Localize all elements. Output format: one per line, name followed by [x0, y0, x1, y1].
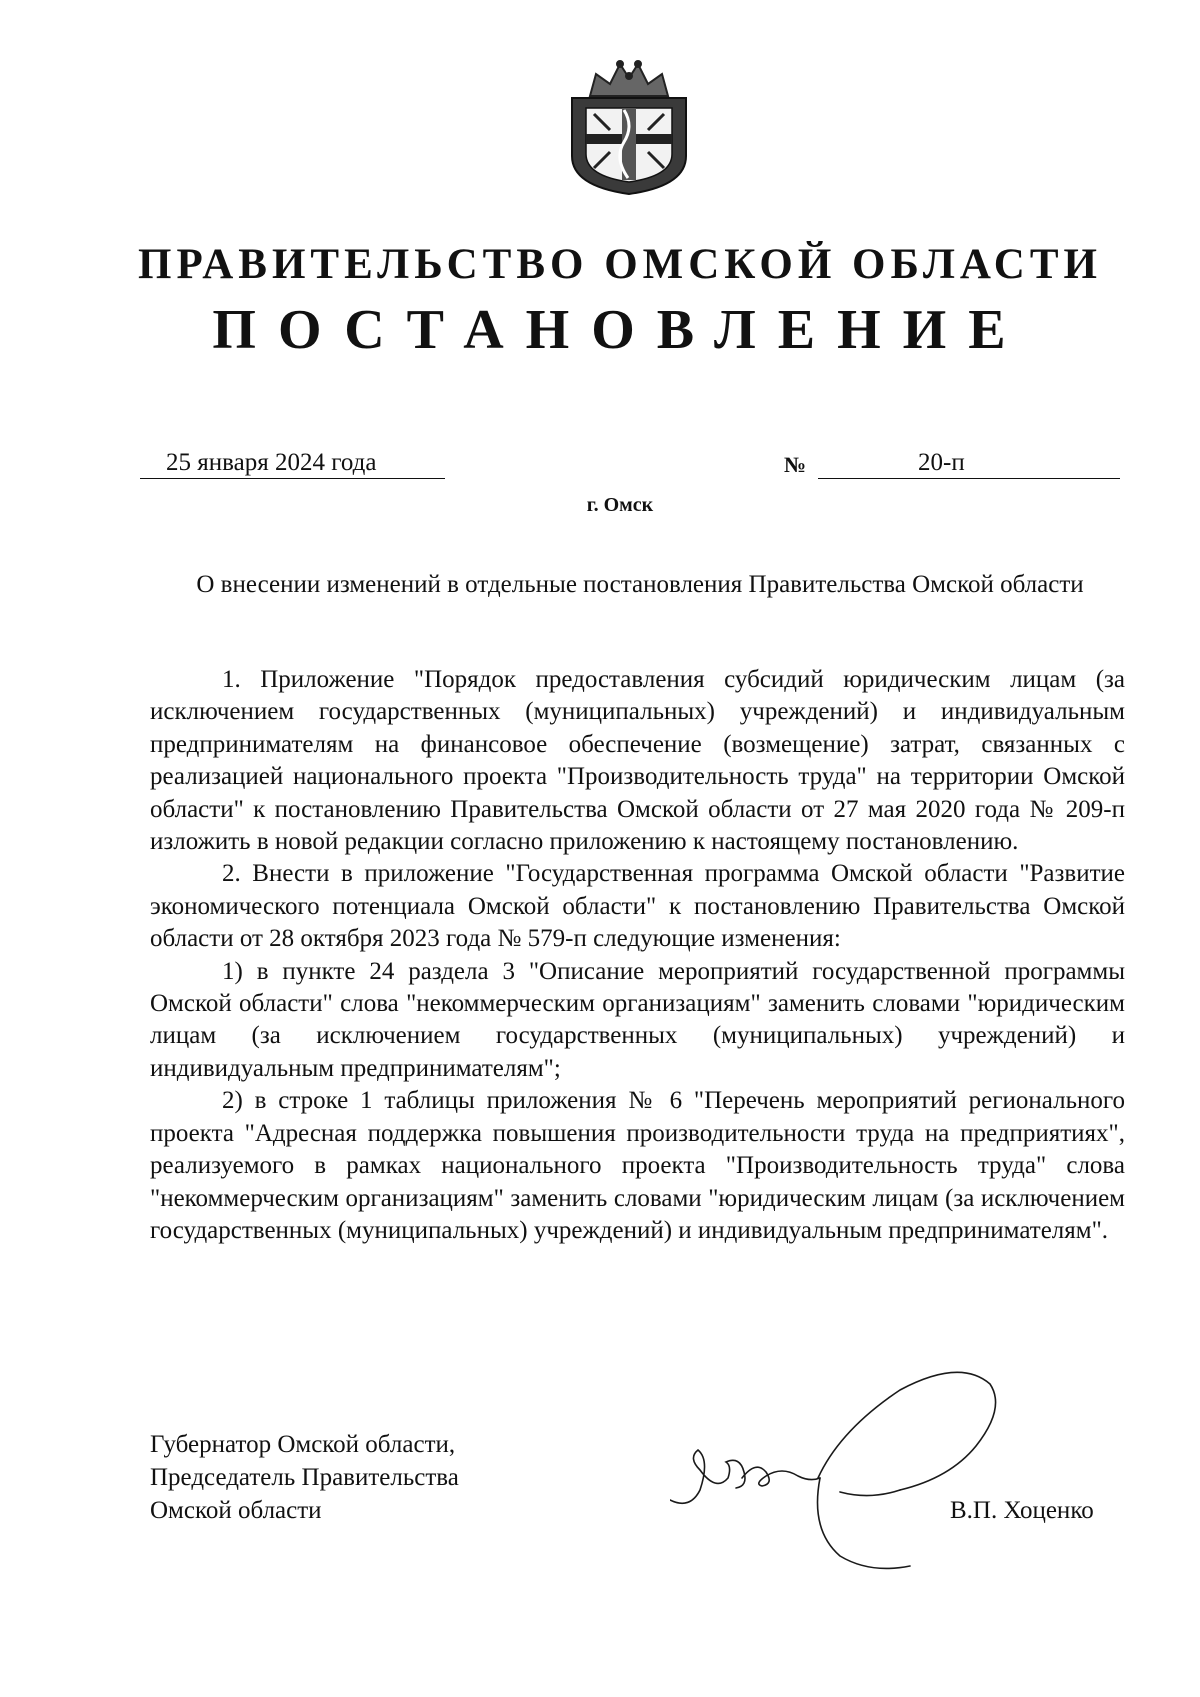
paragraph-2: 2. Внести в приложение "Государственная программа Омской области "Развитие экономического потенциала Омской области" к постановлению Правительства Омской области от 28 октября 2023 года № 579-п следующие изменения:: [150, 860, 1125, 953]
organization-name: ПРАВИТЕЛЬСТВО ОМСКОЙ ОБЛАСТИ: [138, 241, 1102, 288]
paragraph-1: 1. Приложение "Порядок предоставления субсидий юридическим лицам (за исключением государственных (муниципальных) учреждений) и индивидуальным предпринимателям на финансовое обеспечение (возмещение) затрат, связанных с реализацией национального проекта "Производительность труда" на территории Омской области" к постановлению Правительства Омской области от 27 мая 2020 года № 209-п изложить в новой редакции согласно приложению к настоящему постановлению.: [150, 666, 1125, 856]
date-field: [140, 448, 445, 479]
document-number: 20-п: [918, 449, 965, 476]
city-label: г. Омск: [586, 494, 654, 516]
signer-position-line: Омской области: [150, 1497, 322, 1524]
signer-name: В.П. Хоценко: [950, 1497, 1094, 1524]
signer-position-line: Председатель Правительства: [150, 1464, 459, 1491]
signer-position-line: Губернатор Омской области,: [150, 1431, 456, 1458]
number-sign-label: №: [784, 452, 807, 477]
handwritten-signature: [670, 1360, 1090, 1580]
document-body: [150, 664, 1125, 1247]
paragraph-2-item-2: 2) в строке 1 таблицы приложения № 6 "Перечень мероприятий регионального проекта "Адресная поддержка повышения производительности труда на предприятиях", реализуемого в рамках национального проекта "Производительность труда" слова "некоммерческим организациям" заменить словами "юридическим лицам (за исключением государственных (муниципальных) учреждений) и индивидуальным предпринимателям".: [150, 1087, 1125, 1244]
document-subject: О внесении изменений в отдельные постановления Правительства Омской области: [196, 571, 1084, 598]
paragraph-2-item-1: 1) в пункте 24 раздела 3 "Описание мероприятий государственной программы Омской области" слова "некоммерческим организациям" заменить словами "юридическим лицам (за исключением государственных (муниципальных) учреждений) и индивидуальным предпринимателям";: [150, 957, 1125, 1082]
document-type-title: ПОСТАНОВЛЕНИЕ: [212, 299, 1028, 361]
number-field: [818, 448, 1120, 479]
coat-of-arms-icon: [560, 56, 698, 196]
document-date: 25 января 2024 года: [166, 449, 377, 476]
signer-position: [150, 1428, 570, 1527]
